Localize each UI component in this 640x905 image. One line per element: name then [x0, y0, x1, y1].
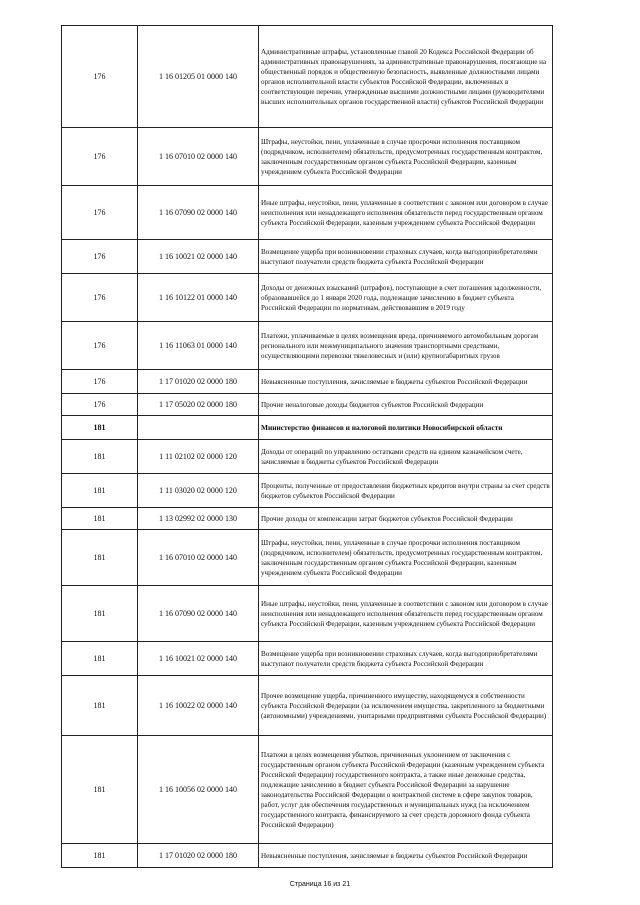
admin-code-cell: 181: [62, 844, 138, 868]
admin-code-cell: 181: [62, 474, 138, 508]
revenue-code-cell: 1 17 05020 02 0000 180: [138, 394, 259, 416]
revenue-name-cell: Платежи в целях возмещения убытков, причиненных уклонением от заключения с государственным органом субъекта Российской Федерации (казенным учреждением субъекта Российской Федерации) государственного контракта, а также иные денежные средства, подлежащие зачислению в бюджет субъекта Российской Федерации за нарушение законодательства Российской Федерации о контрактной системе в сфере закупок товаров, работ, услуг для обеспечения государственных и муниципальных нужд (за исключением государственного контракта, финансируемого за счет средств дорожного фонда субъекта Российской Федерации): [259, 736, 553, 844]
revenue-name-cell: Прочие неналоговые доходы бюджетов субъектов Российской Федерации: [259, 394, 553, 416]
admin-code-cell: 176: [62, 186, 138, 240]
admin-code-cell: 176: [62, 394, 138, 416]
revenue-code-cell: 1 17 01020 02 0000 180: [138, 370, 259, 394]
admin-code-cell: 181: [62, 642, 138, 676]
table-row: [62, 474, 553, 508]
revenue-name-cell: Возмещение ущерба при возникновении страховых случаев, когда выгодоприобретателями выступают получатели средств бюджета субъекта Российской Федерации: [259, 240, 553, 274]
revenue-name-cell: Невыясненные поступления, зачисляемые в бюджеты субъектов Российской Федерации: [259, 370, 553, 394]
revenue-name-cell: Прочие доходы от компенсации затрат бюджетов субъектов Российской Федерации: [259, 508, 553, 530]
revenue-code-cell: 1 16 10022 02 0000 140: [138, 676, 259, 736]
revenue-name-cell: Административные штрафы, установленные главой 20 Кодекса Российской Федерации об административных правонарушениях, за административные правонарушения, посягающие на общественный порядок и общественную безопасность, выявленные должностными лицами органов исполнительной власти субъектов Российской Федерации, включенных в соответствующие перечни, утвержденные высшими должностными лицами (руководителями высших исполнительных органов государственной власти) субъектов Российской Федерации: [259, 26, 553, 128]
revenue-code-cell: 1 16 07010 02 0000 140: [138, 128, 259, 186]
revenue-code-cell: 1 16 07010 02 0000 140: [138, 530, 259, 586]
table-row: [62, 240, 553, 274]
revenue-name-cell: Платежи, уплачиваемые в целях возмещения вреда, причиняемого автомобильным дорогам регионального или межмуниципального значения транспортными средствами, осуществляющими перевозки тяжеловесных и (или) крупногабаритных грузов: [259, 322, 553, 370]
table-row: [62, 642, 553, 676]
revenue-name-cell: Доходы от операций по управлению остатками средств на едином казначейском счете, зачисляемые в бюджеты субъектов Российской Федерации: [259, 440, 553, 474]
revenue-name-cell: Возмещение ущерба при возникновении страховых случаев, когда выгодоприобретателями выступают получатели средств бюджета субъекта Российской Федерации: [259, 642, 553, 676]
revenue-name-cell: Министерство финансов и налоговой политики Новосибирской области: [259, 416, 553, 440]
revenue-name-cell: Иные штрафы, неустойки, пени, уплаченные в соответствии с законом или договором в случае неисполнения или ненадлежащего исполнения обязательств перед государственным органом субъекта Российской Федерации, казенным учреждением субъекта Российской Федерации: [259, 586, 553, 642]
table-row: [62, 508, 553, 530]
revenue-code-cell: 1 11 02102 02 0000 120: [138, 440, 259, 474]
revenue-code-cell: 1 16 07090 02 0000 140: [138, 586, 259, 642]
table-row: [62, 586, 553, 642]
admin-code-cell: 176: [62, 322, 138, 370]
revenue-code-cell: 1 16 11063 01 0000 140: [138, 322, 259, 370]
table-row: [62, 530, 553, 586]
admin-code-cell: 181: [62, 676, 138, 736]
admin-code-cell: 181: [62, 508, 138, 530]
revenue-code-cell: 1 16 10122 01 0000 140: [138, 274, 259, 322]
admin-code-cell: 176: [62, 274, 138, 322]
table-row: [62, 844, 553, 868]
table-row: [62, 128, 553, 186]
page-footer: Страница 16 из 21: [289, 881, 351, 888]
revenue-code-cell: 1 11 03020 02 0000 120: [138, 474, 259, 508]
table-row: [62, 440, 553, 474]
admin-code-cell: 181: [62, 416, 138, 440]
admin-code-cell: 181: [62, 736, 138, 844]
section-header-row: [62, 416, 553, 440]
revenue-name-cell: Штрафы, неустойки, пени, уплаченные в случае просрочки исполнения поставщиком (подрядчиком, исполнителем) обязательств, предусмотренных государственным контрактом, заключенным государственным органом субъекта Российской Федерации, казенным учреждением субъекта Российской Федерации: [259, 128, 553, 186]
revenue-code-cell: 1 16 01205 01 0000 140: [138, 26, 259, 128]
revenue-code-cell: [138, 416, 259, 440]
table-row: [62, 370, 553, 394]
table-row: [62, 26, 553, 128]
revenue-codes-table: [61, 25, 553, 868]
table-row: [62, 322, 553, 370]
revenue-name-cell: Невыясненные поступления, зачисляемые в бюджеты субъектов Российской Федерации: [259, 844, 553, 868]
admin-code-cell: 181: [62, 586, 138, 642]
table-row: [62, 736, 553, 844]
revenue-name-cell: Иные штрафы, неустойки, пени, уплаченные в соответствии с законом или договором в случае неисполнения или ненадлежащего исполнения обязательств перед государственным органом субъекта Российской Федерации, казенным учреждением субъекта Российской Федерации: [259, 186, 553, 240]
admin-code-cell: 181: [62, 530, 138, 586]
revenue-code-cell: 1 16 10021 02 0000 140: [138, 240, 259, 274]
revenue-code-cell: 1 13 02992 02 0000 130: [138, 508, 259, 530]
table-row: [62, 676, 553, 736]
admin-code-cell: 181: [62, 440, 138, 474]
revenue-code-cell: 1 16 10056 02 0000 140: [138, 736, 259, 844]
revenue-name-cell: Прочее возмещение ущерба, причиненного имуществу, находящемуся в собственности субъекта Российской Федерации (за исключением имущества, закрепленного за бюджетными (автономными) учреждениями, унитарными предприятиями субъекта Российской Федерации): [259, 676, 553, 736]
revenue-name-cell: Проценты, полученные от предоставления бюджетных кредитов внутри страны за счет средств бюджетов субъектов Российской Федерации: [259, 474, 553, 508]
admin-code-cell: 176: [62, 240, 138, 274]
admin-code-cell: 176: [62, 370, 138, 394]
revenue-code-cell: 1 16 10021 02 0000 140: [138, 642, 259, 676]
table-row: [62, 394, 553, 416]
admin-code-cell: 176: [62, 128, 138, 186]
revenue-name-cell: Штрафы, неустойки, пени, уплаченные в случае просрочки исполнения поставщиком (подрядчиком, исполнителем) обязательств, предусмотренных государственным контрактом, заключенным государственным органом субъекта Российской Федерации, казенным учреждением субъекта Российской Федерации: [259, 530, 553, 586]
revenue-name-cell: Доходы от денежных взысканий (штрафов), поступающие в счет погашения задолженности, образовавшейся до 1 января 2020 года, подлежащие зачислению в бюджет субъекта Российской Федерации по нормативам, действовавшим в 2019 году: [259, 274, 553, 322]
revenue-code-cell: 1 17 01020 02 0000 180: [138, 844, 259, 868]
table-row: [62, 274, 553, 322]
revenue-code-cell: 1 16 07090 02 0000 140: [138, 186, 259, 240]
table-row: [62, 186, 553, 240]
admin-code-cell: 176: [62, 26, 138, 128]
